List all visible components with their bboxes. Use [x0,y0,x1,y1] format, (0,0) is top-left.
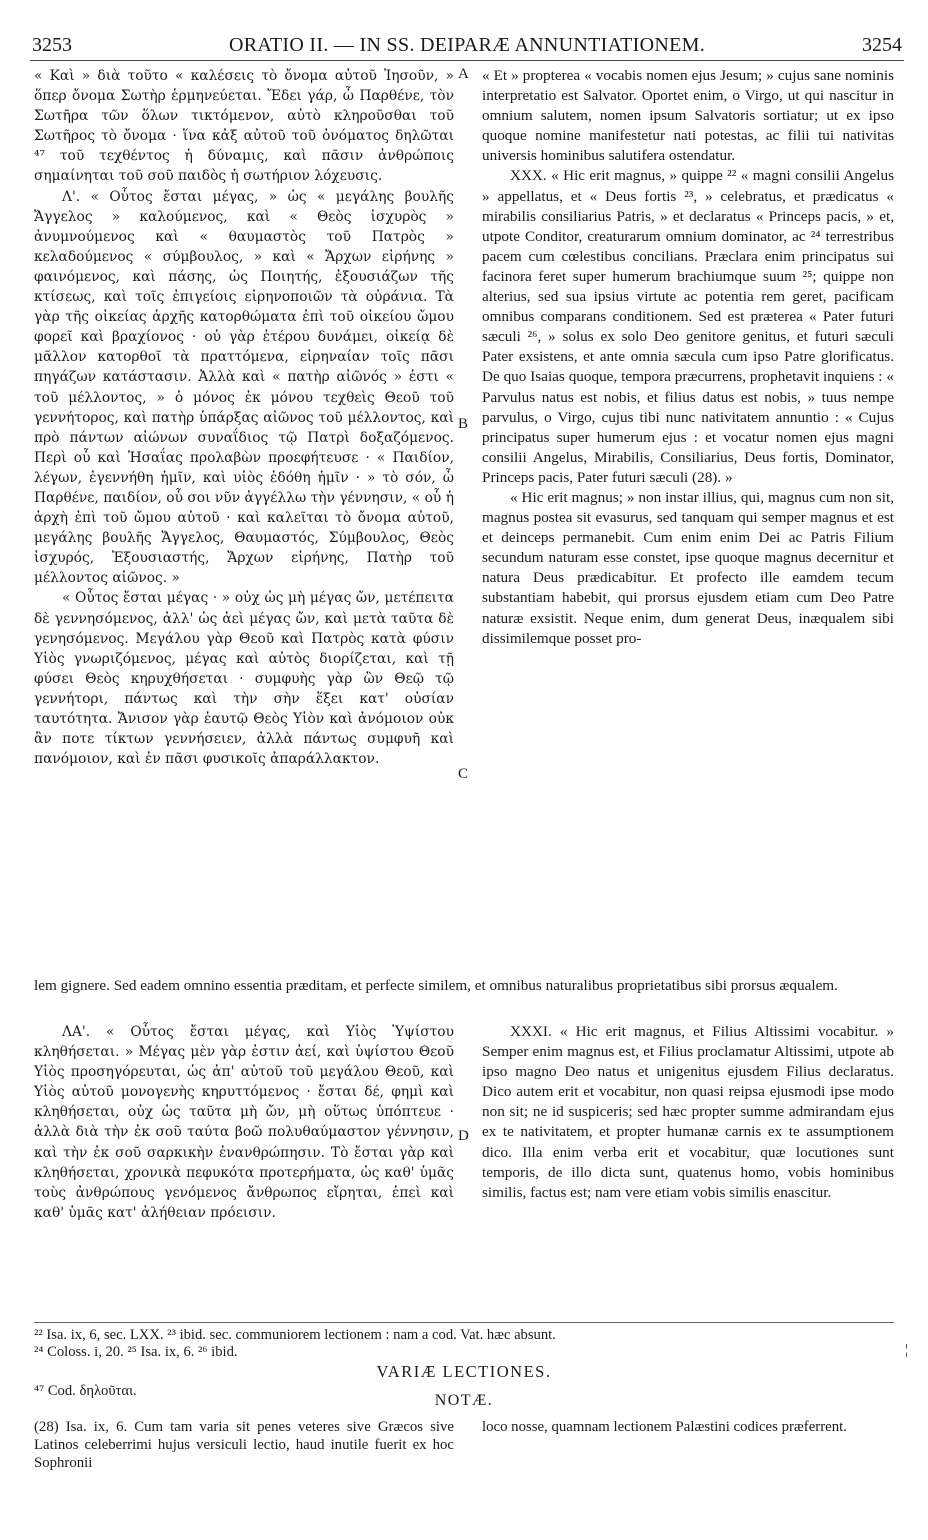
greek-paragraph-2: Λ'. « Οὗτος ἔσται μέγας, » ὡς « μεγάλης βουλῆς Ἄγγελος » καλούμενος, καὶ « Θεὸς ἰσχυρὸς » ἀνυμνούμενος καὶ « θαυμαστὸς τοῦ Πατρὸς » κελαδούμενος « σύμβουλος, » καὶ « Ἄρχων εἰρήνης » φαινόμενος, καὶ πάσης, ὡς Ποιητής, ἐξουσιάζων τῆς κτίσεως, καὶ τοῖς ἐπιγείοις εἰρηνοποιῶν τὰ οὐράνια. Τὰ γὰρ τῆς οἰκείας ἀρχῆς κατορθώματα ἐπὶ τοῦ οἰκείου ὤμου φορεῖ καὶ βραχίονος · οὐ γὰρ ἑτέρου δυνάμει, οἰκείᾳ δὲ μᾶλλον κατορθοῖ τὰ πραττόμενα, εἰρηναίαν τοῖς πᾶσι πηγάζων κατάστασιν. Ἀλλὰ καὶ « πατὴρ αἰῶνός » ἐστι « τοῦ μέλλοντος, » ὁ μόνος ἐκ μόνου τεχθεὶς Θεοῦ τοῦ γεννήτορος, καὶ πατὴρ ὑπάρξας αἰῶνος τοῦ μέλλοντος, καὶ πρὸ πάντων αἰώνων συναΐδιος τῷ Πατρὶ δοξαζόμενος. Περὶ οὗ καὶ Ἡσαΐας προλαβὼν προεφήτευσε · « Παιδίον, λέγων, ἐγεννήθη ἡμῖν, καὶ υἱὸς ἐδόθη ἡμῖν · » τὸ σόν, ὦ Παρθένε, παιδίον, οὗ σοι νῦν ἀγγέλλω τὴν γέννησιν, « οὗ ἡ ἀρχὴ ἐπὶ τοῦ ὤμου αὐτοῦ · καὶ καλεῖται τὸ ὄνομα αὐτοῦ, μεγάλης βουλῆς Ἄγγελος, Θαυμαστός, Σύμβουλος, Θεὸς ἰσχυρός, Ἐξουσιαστής, Ἄρχων εἰρήνης, Πατὴρ τοῦ μέλλοντος αἰῶνος. » [34,188,454,587]
greek-paragraph-4: ΛΑ'. « Οὗτος ἔσται μέγας, καὶ Υἱὸς Ὑψίστου κληθήσεται. » Μέγας μὲν γὰρ ἐστιν ἀεί, καὶ ὑψίστου Θεοῦ Υἱὸς προσηγόρευται, ὡς ἀπ' αὐτοῦ τοῦ μεγάλου Θεοῦ, καὶ Υἱὸς αὐτοῦ μονογενὴς κηρυττόμενος · ἔσται δέ, φημὶ καὶ κληθήσεται, οὐχ ὡς ταῦτα μὴ ὤν, μὴ οὕτως ὑπόπτευε · ἀλλὰ διὰ τὴν ἐκ σοῦ ταύτα βοῶ πολυθαύμαστον γέννησιν, καὶ τὴν ἐκ σοῦ σαρκικὴν ἐνανθρώπησιν. Τὸ ἔσται γὰρ καὶ κληθήσεται, χρονικὰ πεφυκότα προτερήματα, ὡς καθ' ὑμᾶς τοὺς ἀνθρώπους γενόμενος ἄνθρωπος εἴρηται, ἐπεὶ καὶ καθ' ὑμᾶς κατ' ἀλήθειαν πρόεισιν. [34,1024,454,1221]
column-marker-a: A [458,66,469,82]
latin-column-upper [482,66,894,649]
page-number-left: 3253 [32,34,72,56]
column-marker-c: C [458,766,469,782]
greek-column-upper [34,66,454,769]
latin-paragraph-4: XXXI. « Hic erit magnus, et Filius Altissimi vocabitur. » Semper enim magnus est, et Filius proclamatur Altissimi, utpote ab ipso magno Deo natus et unigenitus ejusdem Filius declaratus. Dico autem erit et vocabitur, non quasi reipsa ejusmodi ipse modo non sit; ne id suspiceris; sed hæc propter summe admirandam ejus ex te nativitatem, et propter humanæ carnis ex te assumptionem dico. Illa enim verba erit et vocabitur, quæ locutiones sunt temporis, de illo dicta sunt, quatenus homo, vobis hominibus similis, factus est; nam vere etiam vobis similis enascitur. [482,1023,894,1201]
notae-title: NOTÆ. [434,1392,494,1409]
notae-right-text: loco nosse, quamnam lectionem Palæstini codices præferrent. [482,1419,847,1435]
greek-column-lower [34,1022,454,1223]
variae-lectiones-entry: ⁴⁷ Cod. δηλοῦται. [34,1383,137,1399]
greek-paragraph-3: « Οὗτος ἔσται μέγας · » οὐχ ὡς μὴ μέγας ὤν, μετέπειτα δὲ γεννησόμενος, ἀλλ' ὡς ἀεὶ μέγας ὤν, καὶ μετὰ ταῦτα δὲ γενησόμενος. Μεγάλου γὰρ Θεοῦ καὶ Πατρὸς κατὰ φύσιν Υἱὸς γνωριζόμενος, μέγας καὶ αὐτὸς διορίζεται, καὶ τῇ φύσει Θεὸς κηρυχθήσεται · συμφυὴς γὰρ ὢν Θεῷ τῷ γεννήτορι, πάντως καὶ τὴν σὴν ἕξει κατ' οὐσίαν ταυτότητα. Ἄνισον γὰρ ἑαυτῷ Θεὸς Υἱὸν καὶ ἀνόμοιον οὐκ ἂν ποτε τίκτων γεννήσειεν, ἀλλὰ πάντως συμφυῆ καὶ πανόμοιον, καὶ ἐν πᾶσι φυσικοῖς ἀπαράλλακτον. [34,590,454,768]
notae-right-column [482,1418,894,1436]
header-rule [30,60,904,61]
running-title: ORATIO II. — IN SS. DEIPARÆ ANNUNTIATIONEM. [228,34,706,56]
latin-column-lower [482,1022,894,1203]
greek-paragraph-1: « Καὶ » διὰ τοῦτο « καλέσεις τὸ ὄνομα αὐτοῦ Ἰησοῦν, » ὅπερ ὄνομα Σωτὴρ ἑρμηνεύεται. Ἔδει γάρ, ὦ Παρθένε, τὸν Σωτῆρα τῶν ὅλων τικτόμενον, αὐτὸ κληροῦσθαι τοῦ Σωτῆρος τὸ ὄνομα · ἵνα κἀξ αὐτοῦ τοῦ ὀνόματος δηλῶται ⁴⁷ τοῦ τεχθέντος ἡ δύναμις, καὶ πᾶσιν ἀνθρώποις σημαίνηται τοῦ σοῦ παιδὸς ἡ σωτήριον λόχευσις. [34,68,454,185]
footnote-line-1: ²² Isa. ix, 6, sec. LXX. ²³ ibid. sec. communiorem lectionem : nam a cod. Vat. hæc absunt. [34,1327,556,1343]
footnote-line-2: ²⁴ Coloss. i, 20. ²⁵ Isa. ix, 6. ²⁶ ibid. [34,1344,238,1360]
notae-left-text: (28) Isa. ix, 6. Cum tam varia sit penes veteres sive Græcos sive Latinos celeberrimi hujus versiculi lectio, haud inutile fuerit ex hoc Sophronii [34,1419,454,1471]
column-marker-d: D [458,1128,469,1144]
latin-paragraph-2: XXX. « Hic erit magnus, » quippe ²² « magni consilii Angelus » appellatus, et « Deus fortis ²³, » celebratus, et prædicatus « mirabilis consiliarius Patris, » et declaratus « Princeps pacis, » et, utpote Conditor, creaturarum omnium dominator, ac ²⁴ terrestribus pacem cum cœlestibus concilians. Præclara enim principatus sui facinora feret super humerum brachiumque suum ²⁵; quippe non alterius, sed sua ipsius virtute ac potentia rem geret, pacificam omnibus comparans conditionem. Sed est præterea « Pater futuri sæculi ²⁶, » solus ex solo Deo genitore genitus, et futuri sæculi Pater exsistens, et ante omnia sæcula cum ipso Patre glorificatus. De quo Isaias quoque, tempora præcurrens, prophetavit inquiens : « Parvulus natus est nobis, et filius datus est nobis, » tuus nempe parvulus, o Virgo, cujus tibi nunc nativitatem annuntio : « Cujus principatus super humerum ejus : et vocatur nomen ejus magni consilii Angelus, Mirabilis, Consiliarius, Deus fortis, Dominator, Princeps pacis, Pater futuri sæculi (28). » [482,167,894,486]
footnote-rule [34,1322,894,1323]
page-number-right: 3254 [862,34,902,56]
column-marker-b: B [458,416,469,432]
notae-left-column [34,1418,454,1472]
margin-mark: ¦ [904,1342,908,1358]
variae-lectiones-title: VARIÆ LECTIONES. [376,1362,552,1381]
running-header [30,34,904,60]
latin-paragraph-3: « Hic erit magnus; » non instar illius, qui, magnus cum non sit, magnus postea sit evasurus, sed tanquam qui semper magnus et est et deinceps permanebit. Cum enim enim Dei ac Patris Filium secundum naturam esse constet, ipse quoque magnus decernitur et natura Deus prædicabitur. Et profecto ille eamdem tecum substantiam habebit, qui prorsus ejusdem etiam cum Deo Patre naturæ exsistit. Neque enim, dum generat Deus, inæqualem sibi dissimilemque posset pro- [482,488,894,647]
latin-paragraph-1: « Et » propterea « vocabis nomen ejus Jesum; » cujus sane nominis interpretatio est Salvator. Oportet enim, o Virgo, ut qui nascitur in omnium salutem, nomen ipsum Salvatoris sortiatur; ut ex ipso quoque nomine manifestetur nati potestas, ac filii tui nativitas universis hominibus salutifera ostendatur. [482,67,894,165]
latin-full-width-continuation: lem gignere. Sed eadem omnino essentia præditam, et perfecte similem, et omnibus naturalibus proprietatibus sibi prorsus æqualem. [34,977,838,994]
